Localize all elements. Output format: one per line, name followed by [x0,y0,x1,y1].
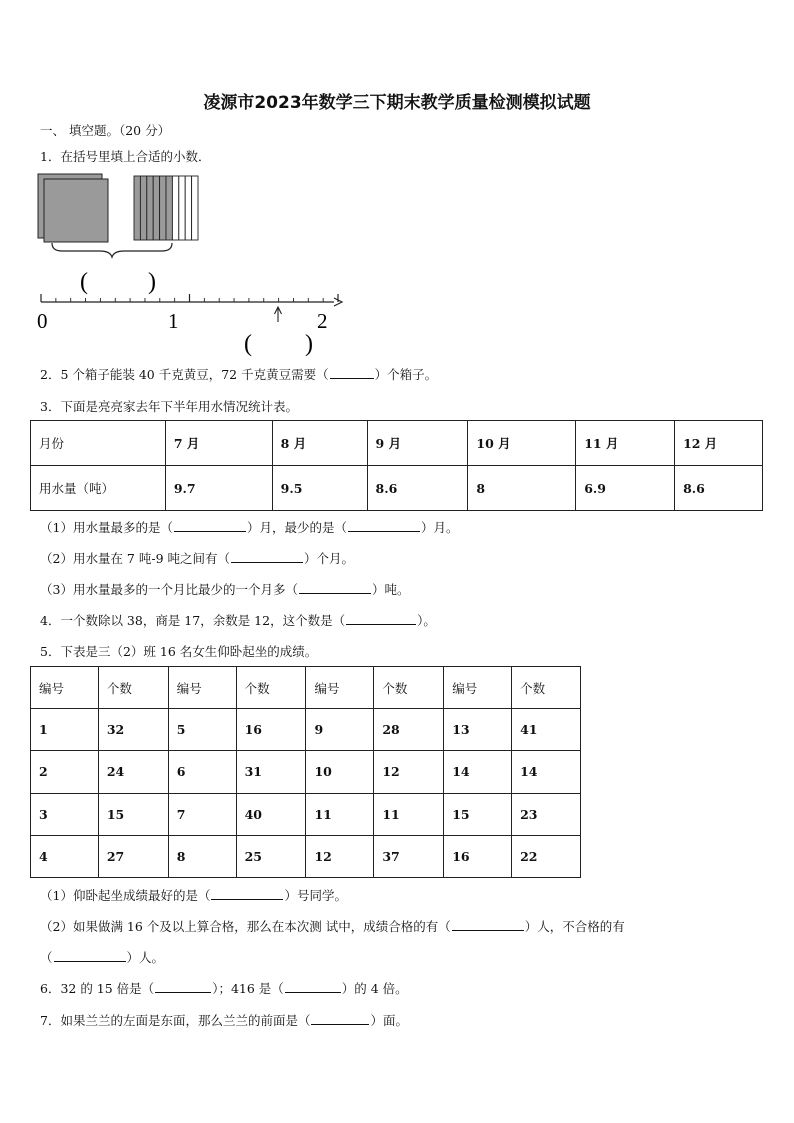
answer-paren-left: ( [80,269,88,295]
question-7-text: 7．如果兰兰的左面是东面，那么兰兰的前面是（ ）面。 [40,1013,408,1028]
table-cell: 8.6 [675,466,763,511]
table-cell: 23 [512,793,581,835]
square-column [134,176,140,240]
partial-square-figure [134,176,198,240]
table-row [31,709,581,751]
table-cell: 11 [374,793,444,835]
table-header-cell: 个数 [98,667,168,709]
table-cell: 32 [98,709,168,751]
answer-blank[interactable] [54,948,126,962]
question-5-sub-1: （1）仰卧起坐成绩最好的是（ ）号同学。 [40,888,347,903]
square-column [140,176,146,240]
question-4-text: 4．一个数除以 38，商是 17，余数是 12，这个数是（ ）。 [40,613,436,628]
table-cell: 8 [168,835,236,877]
question-5-sub-2-cont: （ ）人。 [40,950,165,965]
page-title: 凌源市2023年数学三下期末教学质量检测模拟试题 [203,93,591,113]
square-column [166,176,172,240]
square-column [192,176,198,240]
table-cell: 40 [236,793,306,835]
answer-blank[interactable] [330,365,374,379]
table-cell: 16 [236,709,306,751]
square-column [153,176,159,240]
answer-blank[interactable] [285,979,341,993]
square-column [172,176,178,240]
table-header-cell: 7 月 [165,421,272,466]
table-cell: 8 [468,466,576,511]
table-cell: 用水量（吨） [31,466,166,511]
question-5-text: 5．下表是三（2）班 16 名女生仰卧起坐的成绩。 [40,644,318,659]
answer-paren-left-2: ( [244,331,252,357]
table-cell: 27 [98,835,168,877]
table-cell: 1 [31,709,99,751]
table-cell: 5 [168,709,236,751]
table-cell: 15 [444,793,512,835]
table-cell: 14 [444,751,512,793]
tick-label-2: 2 [317,309,328,333]
table-cell: 8.6 [367,466,468,511]
table-header-cell: 月份 [31,421,166,466]
table-cell: 24 [98,751,168,793]
question-1-text: 1．在括号里填上合适的小数． [40,149,211,164]
table-header-row [31,667,581,709]
answer-blank[interactable] [348,518,420,532]
table-cell: 41 [512,709,581,751]
question-3-sub-1: （1）用水量最多的是（ ）月，最少的是（ ）月。 [40,520,459,535]
table-cell: 7 [168,793,236,835]
table-cell: 2 [31,751,99,793]
question-3-text: 3．下面是亮亮家去年下半年用水情况统计表。 [40,399,298,414]
answer-blank[interactable] [211,886,283,900]
table-cell: 16 [444,835,512,877]
table-cell: 9 [306,709,374,751]
table-cell: 25 [236,835,306,877]
table-header-cell: 编号 [31,667,99,709]
square-column [179,176,185,240]
table-header-cell: 10 月 [468,421,576,466]
square-column [185,176,191,240]
water-usage-table [30,420,763,511]
answer-paren-right: ) [148,269,156,295]
answer-blank[interactable] [311,1011,369,1025]
section-heading: 一、 填空题。（20 分） [40,123,171,138]
question-1-figure [30,168,360,358]
answer-blank[interactable] [174,518,246,532]
full-square-figure [38,174,108,242]
table-cell: 9.7 [165,466,272,511]
table-row [31,793,581,835]
answer-blank[interactable] [299,580,371,594]
table-cell: 6 [168,751,236,793]
table-cell: 15 [98,793,168,835]
table-cell: 9.5 [272,466,367,511]
answer-blank[interactable] [346,611,416,625]
table-header-cell: 12 月 [675,421,763,466]
table-header-cell: 个数 [512,667,581,709]
square-column [160,176,166,240]
table-cell: 37 [374,835,444,877]
answer-paren-right-2: ) [305,331,313,357]
tick-label-1: 1 [168,309,179,333]
table-row [31,835,581,877]
table-header-cell: 8 月 [272,421,367,466]
number-line [37,294,342,333]
table-header-row [31,421,763,466]
situps-table [30,666,581,878]
question-5-sub-2: （2）如果做满 16 个及以上算合格，那么在本次测 试中，成绩合格的有（ ）人，不合格的有 [40,919,625,934]
table-cell: 13 [444,709,512,751]
brace-shape [52,243,172,257]
question-6-text: 6．32 的 15 倍是（ ）；416 是（ ）的 4 倍。 [40,981,408,996]
table-cell: 28 [374,709,444,751]
answer-blank[interactable] [155,979,211,993]
table-cell: 22 [512,835,581,877]
table-row [31,466,763,511]
table-cell: 10 [306,751,374,793]
square-column [147,176,153,240]
table-header-cell: 编号 [444,667,512,709]
table-cell: 12 [306,835,374,877]
question-3-sub-2: （2）用水量在 7 吨-9 吨之间有（ ）个月。 [40,551,355,566]
table-cell: 31 [236,751,306,793]
question-2-text: 2．5 个箱子能装 40 千克黄豆，72 千克黄豆需要（ ）个箱子。 [40,367,438,382]
question-3-sub-3: （3）用水量最多的一个月比最少的一个月多（ ）吨。 [40,582,410,597]
answer-blank[interactable] [231,549,303,563]
table-header-cell: 编号 [306,667,374,709]
table-header-cell: 9 月 [367,421,468,466]
table-cell: 6.9 [576,466,675,511]
tick-label-0: 0 [37,309,48,333]
table-cell: 3 [31,793,99,835]
table-cell: 4 [31,835,99,877]
answer-blank[interactable] [452,917,524,931]
table-cell: 14 [512,751,581,793]
table-cell: 12 [374,751,444,793]
arrow-up-icon [275,307,282,322]
table-header-cell: 个数 [374,667,444,709]
table-cell: 11 [306,793,374,835]
table-row [31,751,581,793]
table-header-cell: 编号 [168,667,236,709]
table-header-cell: 个数 [236,667,306,709]
table-header-cell: 11 月 [576,421,675,466]
